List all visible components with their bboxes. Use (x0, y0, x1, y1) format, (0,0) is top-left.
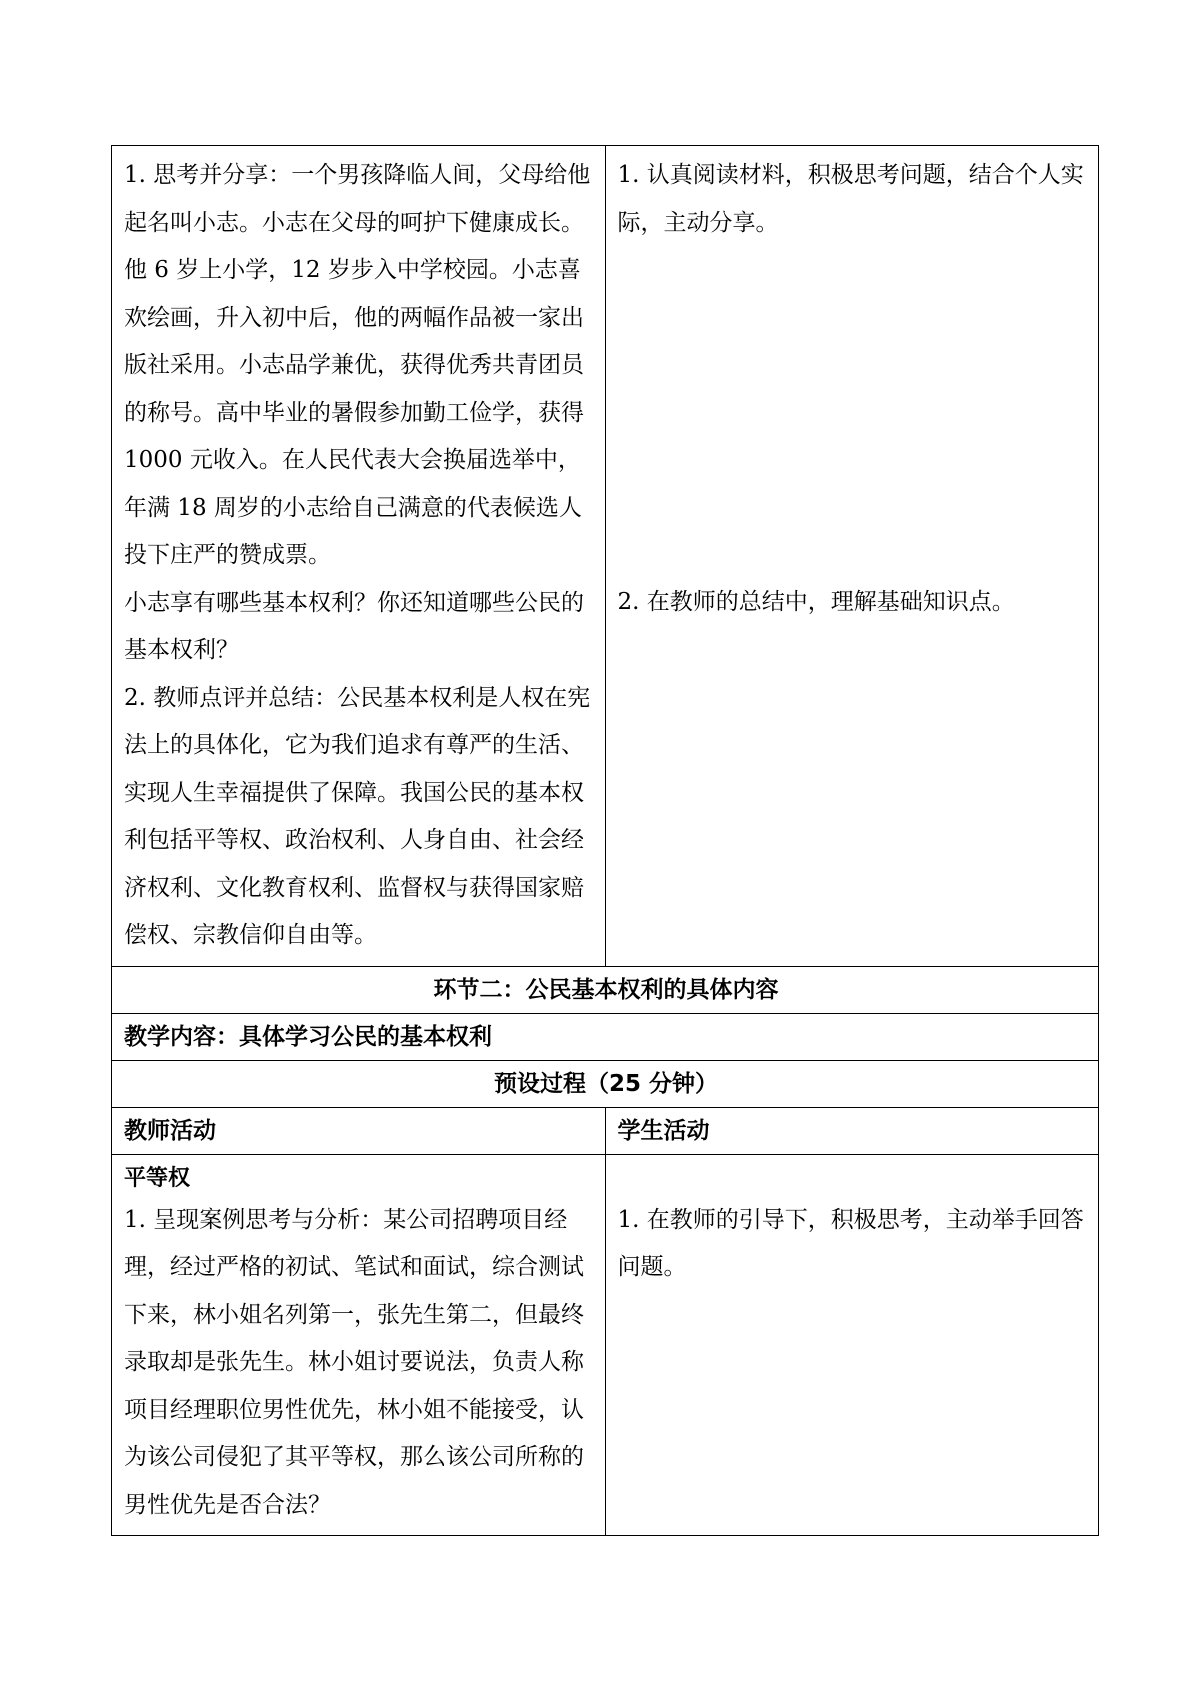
teaching-content: 教学内容：具体学习公民的基本权利 (112, 1013, 1099, 1060)
teacher-activity-cell (112, 146, 606, 967)
process-title: 预设过程（25 分钟） (112, 1060, 1099, 1107)
table-row (112, 966, 1099, 1013)
table-row (112, 1013, 1099, 1060)
student-paragraph: 1. 在教师的引导下，积极思考，主动举手回答问题。 (617, 1206, 1084, 1280)
student-activity-cell (605, 1154, 1099, 1536)
teacher-activity-header: 教师活动 (112, 1107, 606, 1154)
table-row (112, 146, 1099, 967)
student-paragraph: 1. 认真阅读材料，积极思考问题，结合个人实际，主动分享。 (617, 162, 1084, 236)
spacer (618, 1161, 1089, 1197)
student-activity-cell (605, 146, 1099, 967)
teacher-activity-cell (112, 1154, 606, 1536)
lesson-plan-table (111, 145, 1099, 1536)
table-row (112, 1107, 1099, 1154)
teacher-paragraph: 2. 教师点评并总结：公民基本权利是人权在宪法上的具体化，它为我们追求有尊严的生活、实现人生幸福提供了保障。我国公民的基本权利包括平等权、政治权利、人身自由、社会经济权利、文化教育权利、监督权与获得国家赔偿权、宗教信仰自由等。 (124, 684, 591, 948)
teacher-paragraph: 小志享有哪些基本权利？你还知道哪些公民的基本权利？ (124, 589, 584, 663)
student-activity-header: 学生活动 (605, 1107, 1099, 1154)
student-paragraph: 2. 在教师的总结中，理解基础知识点。 (617, 589, 1015, 615)
table-row (112, 1154, 1099, 1536)
table-row (112, 1060, 1099, 1107)
subheading: 平等权 (124, 1165, 191, 1191)
teacher-paragraph: 1. 呈现案例思考与分析：某公司招聘项目经理，经过严格的初试、笔试和面试，综合测试下来，林小姐名列第一，张先生第二，但最终录取却是张先生。林小姐讨要说法，负责人称项目经理职位男性优先，林小姐不能接受，认为该公司侵犯了其平等权，那么该公司所称的男性优先是否合法？ (124, 1206, 584, 1518)
spacer (618, 247, 1089, 579)
teacher-paragraph: 1. 思考并分享：一个男孩降临人间，父母给他起名叫小志。小志在父母的呵护下健康成长。他 6 岁上小学，12 岁步入中学校园。小志喜欢绘画，升入初中后，他的两幅作品被一家出版社采用。小志品学兼优，获得优秀共青团员的称号。高中毕业的暑假参加勤工俭学，获得 1000 元收入。在人民代表大会换届选举中，年满 18 周岁的小志给自己满意的代表候选人投下庄严的赞成票。 (124, 162, 591, 568)
section-title: 环节二：公民基本权利的具体内容 (112, 966, 1099, 1013)
